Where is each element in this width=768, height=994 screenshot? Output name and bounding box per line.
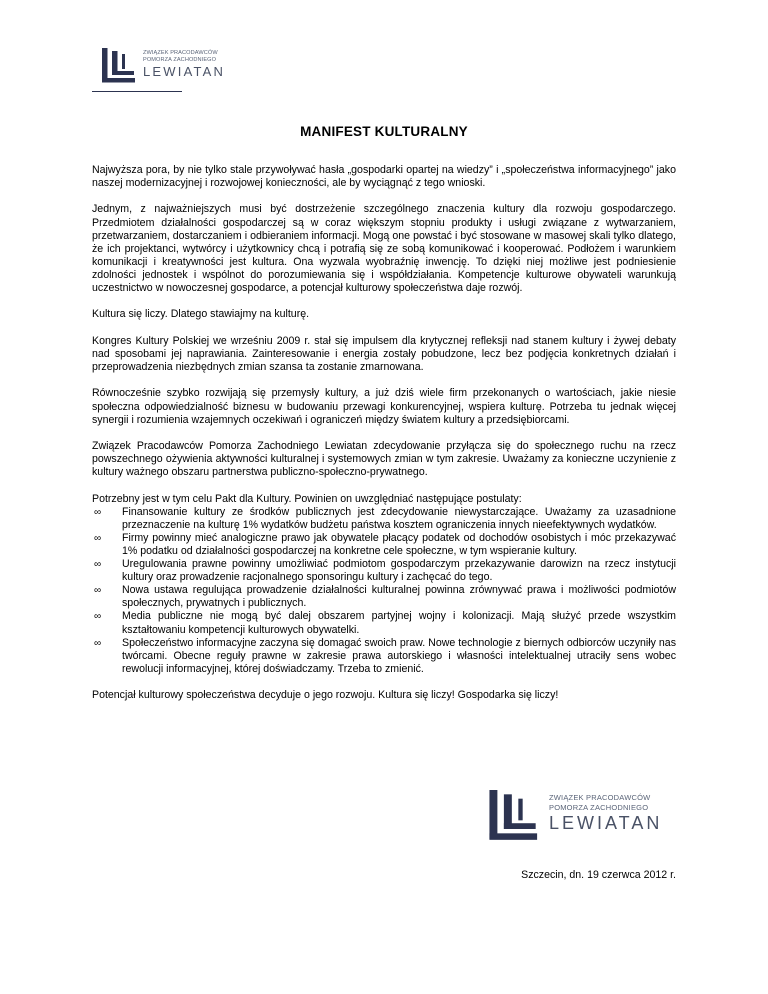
paragraph: Równocześnie szybko rozwijają się przemysły kultury, a już dziś wiele firm przekonanych o wartościach, jakie niesie społeczna odpowiedzialność biznesu w budowaniu przewagi konkurencyjnej, wspiera kulturę. Potrzeba tu jednak więcej synergii i rozumienia wzajemnych oczekiwań i ograniczeń między światem kultury a przedsiębiorcami.: [92, 387, 676, 426]
footer-logo: [488, 787, 688, 847]
document-body: [92, 164, 676, 716]
logo-line-2: POMORZA ZACHODNIEGO: [143, 57, 217, 63]
infinity-bullet-icon: ∞: [94, 559, 102, 571]
list-item: [92, 558, 676, 584]
lewiatan-logo-icon: [101, 46, 137, 86]
place-and-date: Szczecin, dn. 19 czerwca 2012 r.: [521, 869, 676, 881]
header-logo: [101, 46, 226, 86]
list-item: [92, 584, 676, 610]
lewiatan-logo-icon: [488, 787, 540, 845]
list-item: [92, 637, 676, 676]
list-item-text: Społeczeństwo informacyjne zaczyna się domagać swoich praw. Nowe technologie z biernych odbiorców uczyniły nas twórcami. Obecne reguły prawne w zakresie prawa autorskiego i własności intelektualnej utraciły sens wobec rewolucji informacyjnej, której doświadczamy. Trzeba to zmienić.: [122, 636, 676, 675]
list-item-text: Media publiczne nie mogą być dalej obszarem partyjnej wojny i kolonizacji. Mają służyć przede wszystkim kształtowaniu kompetencji kulturowych obywatelki.: [122, 610, 676, 636]
closing-paragraph: Potencjał kulturowy społeczeństwa decyduje o jego rozwoju. Kultura się liczy! Gospodarka się liczy!: [92, 689, 559, 702]
paragraph: Jednym, z najważniejszych musi być dostrzeżenie szczególnego znaczenia kultury dla rozwoju gospodarczego. Przedmiotem działalności gospodarczej są w coraz większym stopniu produkty i usługi związane z wytwarzaniem, przetwarzaniem, dostarczaniem i odbieraniem informacji. Mogą one powstać i być stosowane w masowej skali tylko dlatego, że ich projektanci, wytwórcy i użytkownicy chcą i potrafią się ze sobą komunikować i kooperować. Podłożem i warunkiem komunikacji i kreatywności jest kultura. Ona wyzwala wyobraźnię inwencję. To dzięki niej możliwe jest podniesienie zdolności jednostek i wspólnot do porozumiewania się i współdziałania. Kompetencje kulturowe obywateli warunkują uczestnictwo w nowoczesnej gospodarce, a potencjał kulturowy społeczeństwa daje rozwój.: [92, 203, 676, 295]
list-item: [92, 532, 676, 558]
list-item: [92, 506, 676, 532]
logo-brand: LEWIATAN: [143, 64, 226, 79]
paragraph: Najwyższa pora, by nie tylko stale przywoływać hasła „gospodarki opartej na wiedzy” i „społeczeństwa informacyjnego” jako naszej modernizacyjnej i rozwojowej konieczności, ale by wyciągnąć z tego wnioski.: [92, 164, 676, 190]
infinity-bullet-icon: ∞: [94, 611, 102, 623]
logo-brand: LEWIATAN: [549, 813, 663, 833]
list-item-text: Firmy powinny mieć analogiczne prawo jak obywatele płacący podatek od dochodów osobistych i móc przekazywać 1% podatku od działalności gospodarczej na konkretne cele społeczne, w tym wspieranie kultury.: [122, 531, 676, 557]
document-title: MANIFEST KULTURALNY: [300, 124, 468, 139]
infinity-bullet-icon: ∞: [94, 532, 102, 544]
postulates-list: [92, 506, 676, 676]
paragraph: Kultura się liczy. Dlatego stawiajmy na kulturę.: [92, 308, 310, 321]
list-item-text: Finansowanie kultury ze środków publicznych jest zdecydowanie niewystarczające. Uważamy za uzasadnione przeznaczenie na kulturę 1% wydatków budżetu państwa kosztem ograniczenia innych nieefektywnych wydatków.: [122, 505, 676, 531]
header-divider: [92, 91, 182, 92]
infinity-bullet-icon: ∞: [94, 637, 102, 649]
infinity-bullet-icon: ∞: [94, 506, 102, 518]
paragraph: Związek Pracodawców Pomorza Zachodniego Lewiatan zdecydowanie przyłącza się do społecznego ruchu na rzecz powszechnego ożywienia aktywności kulturalnej i systemowych zmian w tym zakresie. Uważamy za konieczne uczynienie z kultury ważnego obszaru partnerstwa publiczno-społeczno-prywatnego.: [92, 439, 676, 479]
list-item-text: Nowa ustawa regulująca prowadzenie działalności kulturalnej powinna zrównywać prawa i możliwości podmiotów społecznych, prywatnych i publicznych.: [122, 584, 676, 610]
logo-line-1: ZWIĄZEK PRACODAWCÓW: [143, 50, 218, 56]
infinity-bullet-icon: ∞: [94, 585, 102, 597]
postulates-intro: Potrzebny jest w tym celu Pakt dla Kultury. Powinien on uwzględniać następujące postulaty:: [92, 492, 522, 505]
logo-line-2: POMORZA ZACHODNIEGO: [549, 803, 649, 812]
list-item: [92, 610, 676, 636]
paragraph: Kongres Kultury Polskiej we wrześniu 2009 r. stał się impulsem dla krytycznej refleksji nad stanem kultury i żywej debaty nad sposobami jej naprawiania. Zainteresowanie i energia zostały pobudzone, lecz bez podjęcia konkretnych działań i przeprowadzenia niezbędnych zmian szansa ta zostanie zmarnowana.: [92, 334, 676, 374]
logo-line-1: ZWIĄZEK PRACODAWCÓW: [549, 793, 651, 802]
list-item-text: Uregulowania prawne powinny umożliwiać podmiotom gospodarczym przekazywanie darowizn na rzecz instytucji kultury oraz prowadzenie racjonalnego sponsoringu kultury i zachęcać do tego.: [122, 558, 676, 584]
